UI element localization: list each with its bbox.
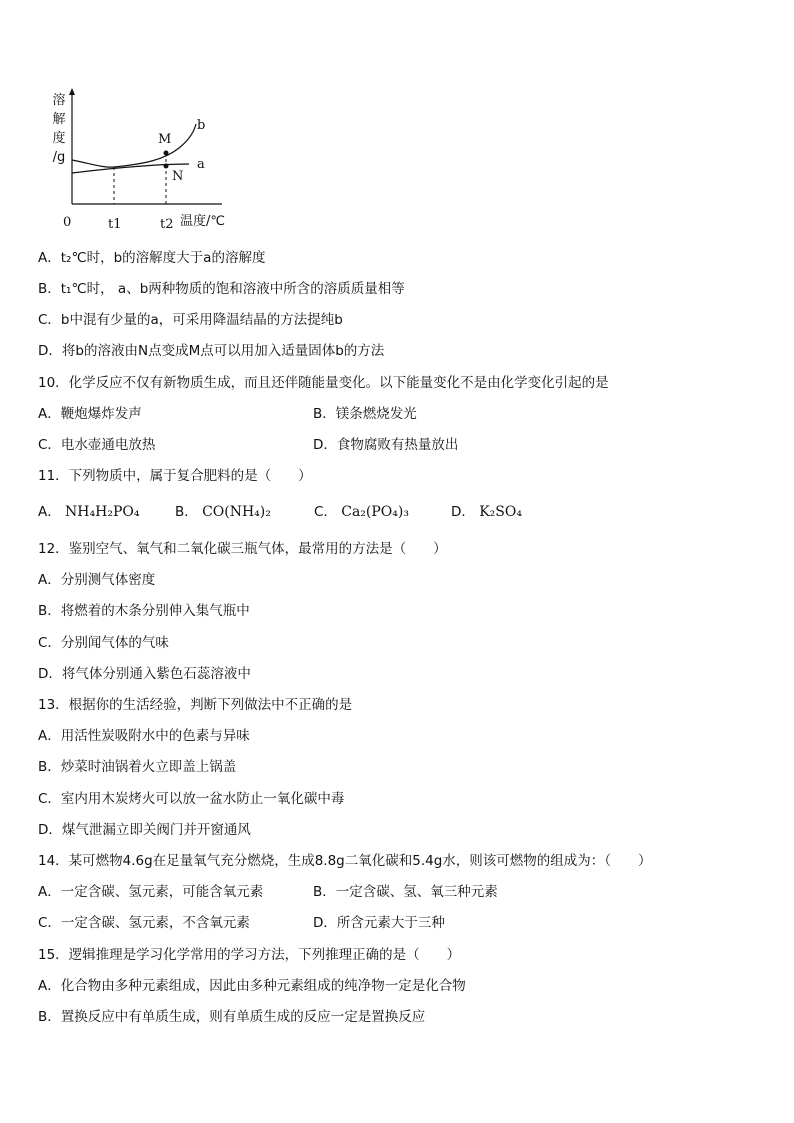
point-n-dot [164, 164, 169, 169]
curve-b-label: b [197, 118, 206, 133]
q13-stem: 13．根据你的生活经验，判断下列做法中不正确的是 [38, 697, 353, 713]
q14-stem: 14．某可燃物4.6g在足量氧气充分燃烧，生成8.8g二氧化碳和5.4g水，则该可燃物的组成为：（ ） [38, 853, 652, 869]
q10-option-c: C．电水壶通电放热 [38, 437, 156, 453]
q12-stem: 12．鉴别空气、氧气和二氧化碳三瓶气体，最常用的方法是（ ） [38, 541, 447, 557]
q11-option-a [38, 503, 139, 521]
y-axis-label [51, 91, 67, 167]
q11-option-c-formula: Ca₂(PO₄)₃ [341, 504, 409, 520]
q11-option-b [175, 503, 271, 521]
y-label-char-2: 解 [52, 112, 66, 127]
q15-option-a: A．化合物由多种元素组成，因此由多种元素组成的纯净物一定是化合物 [38, 978, 466, 994]
q15-option-b: B．置换反应中有单质生成，则有单质生成的反应一定是置换反应 [38, 1009, 426, 1025]
q9-option-d: D．将b的溶液由N点变成M点可以用加入适量固体b的方法 [38, 343, 385, 359]
q11-option-c-prefix: C． [314, 504, 337, 520]
q11-option-b-prefix: B． [175, 504, 198, 520]
curve-a-label: a [197, 157, 205, 172]
q10-option-a: A．鞭炮爆炸发声 [38, 406, 142, 422]
y-label-char-3: 度 [52, 131, 66, 146]
t2-label: t2 [160, 217, 174, 232]
q14-option-d: D．所含元素大于三种 [313, 915, 445, 931]
q11-stem: 11．下列物质中，属于复合肥料的是（ ） [38, 468, 312, 484]
q9-option-a: A．t₂℃时，b的溶解度大于a的溶解度 [38, 250, 266, 266]
q13-option-b: B．炒菜时油锅着火立即盖上锅盖 [38, 759, 237, 775]
q10-option-d: D．食物腐败有热量放出 [313, 437, 459, 453]
y-label-char-4: /g [52, 150, 66, 165]
q13-option-c: C．室内用木炭烤火可以放一盆水防止一氧化碳中毒 [38, 791, 345, 807]
q11-option-a-prefix: A． [38, 504, 61, 520]
origin-label: 0 [63, 215, 72, 230]
q11-option-a-formula: NH₄H₂PO₄ [65, 504, 140, 520]
t1-label: t1 [108, 217, 122, 232]
q11-option-d [451, 503, 522, 521]
point-n-label: N [172, 169, 184, 184]
q14-option-a: A．一定含碳、氢元素，可能含氧元素 [38, 884, 264, 900]
solubility-graph [44, 86, 244, 236]
q12-option-d: D．将气体分别通入紫色石蕊溶液中 [38, 666, 251, 682]
q11-option-d-prefix: D． [451, 504, 475, 520]
q12-option-a: A．分别测气体密度 [38, 572, 156, 588]
q12-option-c: C．分别闻气体的气味 [38, 635, 169, 651]
q14-option-c: C．一定含碳、氢元素，不含氧元素 [38, 915, 250, 931]
q12-option-b: B．将燃着的木条分别伸入集气瓶中 [38, 603, 250, 619]
x-axis-label: 温度/℃ [180, 214, 225, 229]
q11-option-c [314, 503, 409, 521]
q9-option-c: C．b中混有少量的a，可采用降温结晶的方法提纯b [38, 312, 343, 328]
point-m-label: M [158, 132, 172, 147]
q15-stem: 15．逻辑推理是学习化学常用的学习方法，下列推理正确的是（ ） [38, 947, 461, 963]
q10-option-b: B．镁条燃烧发光 [313, 406, 417, 422]
q13-option-d: D．煤气泄漏立即关阀门并开窗通风 [38, 822, 251, 838]
curve-b [72, 124, 196, 167]
y-label-char-1: 溶 [52, 93, 66, 108]
q9-option-b: B．t₁℃时， a、b两种物质的饱和溶液中所含的溶质质量相等 [38, 281, 405, 297]
point-m-dot [164, 151, 169, 156]
q11-option-b-formula: CO(NH₄)₂ [202, 504, 271, 520]
y-axis-arrow [69, 88, 75, 95]
q14-option-b: B．一定含碳、氢、氧三种元素 [313, 884, 498, 900]
q11-option-d-formula: K₂SO₄ [479, 504, 522, 520]
q10-stem: 10．化学反应不仅有新物质生成，而且还伴随能量变化。以下能量变化不是由化学变化引起的是 [38, 375, 609, 391]
q13-option-a: A．用活性炭吸附水中的色素与异味 [38, 728, 250, 744]
